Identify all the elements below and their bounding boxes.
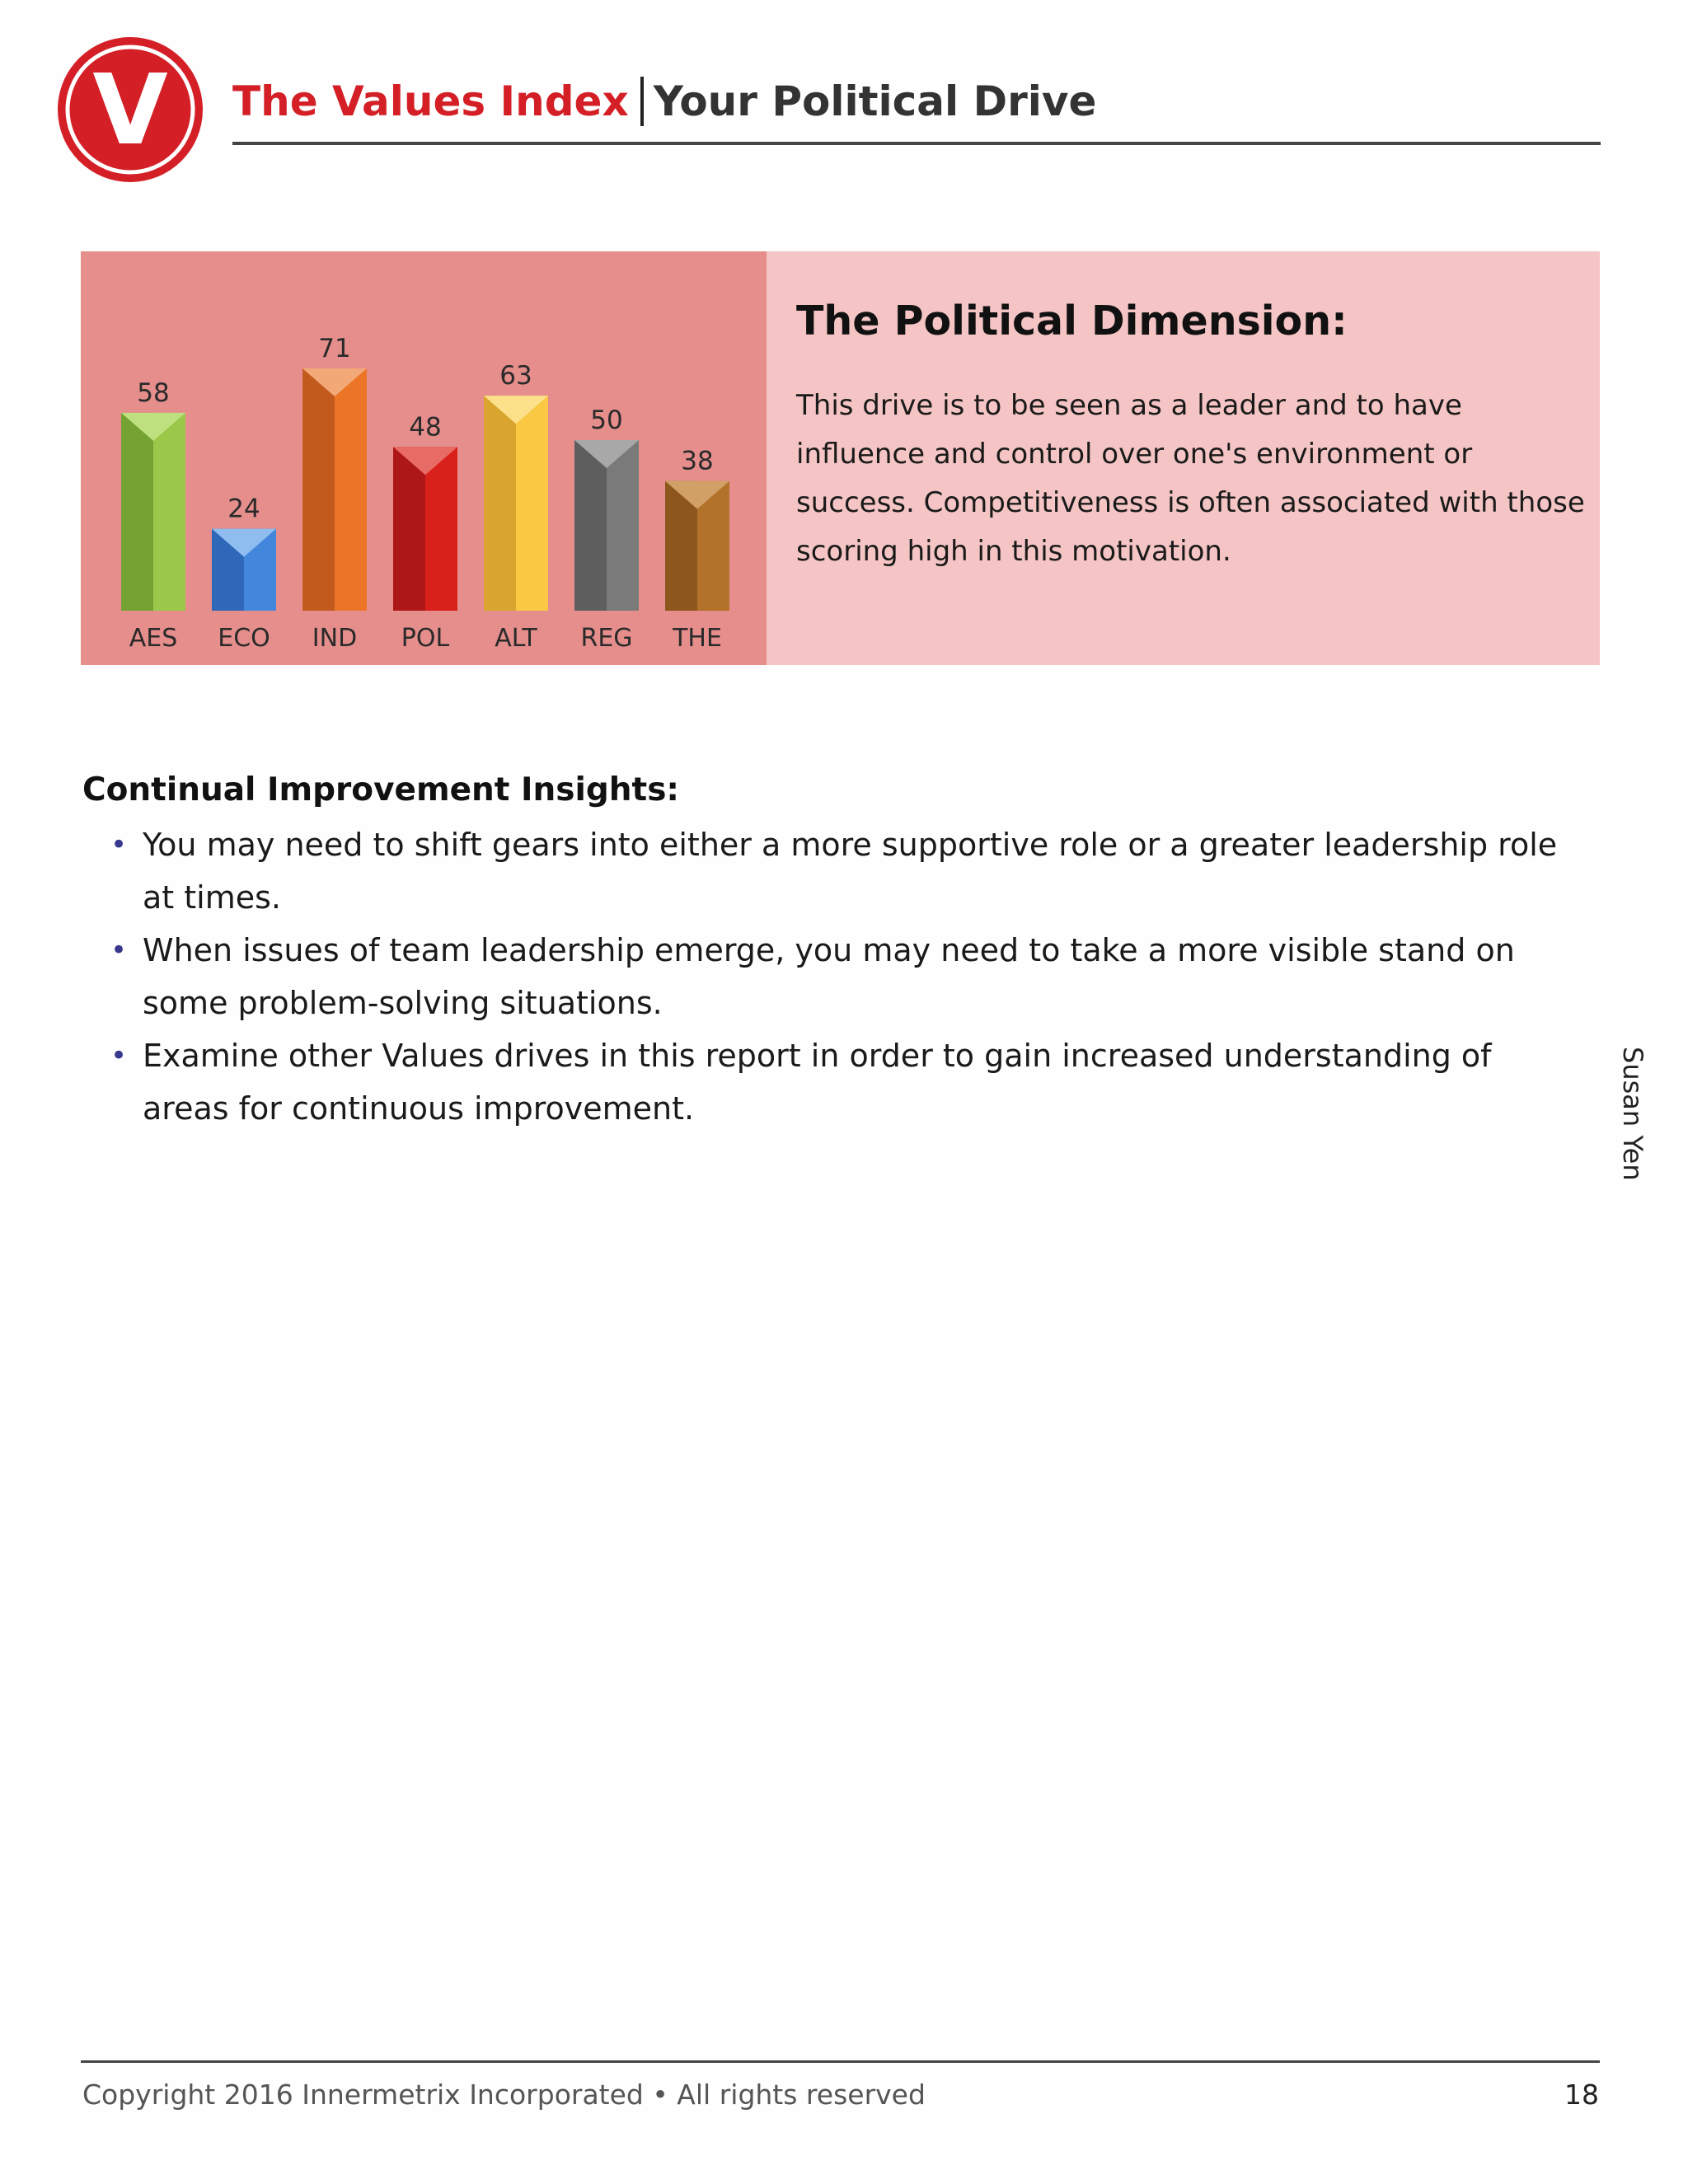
bar-ind-left-face (302, 368, 335, 611)
bar-pol-left-face (393, 447, 425, 611)
bullet-icon: • (110, 828, 128, 861)
values-bar-chart (81, 251, 767, 665)
title-separator (640, 77, 644, 126)
page-number: 18 (1564, 2079, 1599, 2111)
tick-label-the: THE (673, 624, 722, 653)
list-item (82, 1029, 1566, 1135)
tick-label-aes: AES (129, 624, 178, 653)
bar-alt-left-face (484, 396, 516, 611)
values-chart-panel (81, 251, 767, 665)
dimension-heading: The Political Dimension: (796, 298, 1348, 344)
tick-label-pol: POL (401, 624, 450, 653)
insights-list (82, 818, 1566, 1135)
footer-copyright: Copyright 2016 Innermetrix Incorporated • All rights reserved (82, 2079, 926, 2111)
logo-letter: V (92, 53, 168, 166)
section-title: Your Political Drive (653, 77, 1097, 125)
insight-text: You may need to shift gears into either a more supportive role or a greater leadership role at times. (143, 827, 1558, 916)
page-title (232, 76, 1601, 127)
data-label-the: 38 (681, 446, 714, 476)
list-item (82, 924, 1566, 1029)
insight-text: When issues of team leadership emerge, you may need to take a more visible stand on some problem-solving situations. (143, 932, 1515, 1021)
data-label-pol: 48 (409, 412, 442, 443)
tick-label-alt: ALT (495, 624, 537, 653)
bullet-icon: • (110, 934, 128, 967)
tick-label-eco: ECO (218, 624, 270, 653)
dimension-description: This drive is to be seen as a leader and to have influence and control over one's environment or success. Competitiveness is often associated with those scoring high in this motivation. (796, 389, 1585, 568)
bar-alt-right-face (516, 396, 548, 611)
bar-reg-right-face (607, 440, 639, 611)
data-label-ind: 71 (318, 334, 351, 364)
data-label-reg: 50 (590, 405, 623, 435)
data-label-alt: 63 (499, 361, 532, 391)
insight-text: Examine other Values drives in this report in order to gain increased understanding of areas for continuous improvement. (143, 1038, 1492, 1127)
insights-heading: Continual Improvement Insights: (82, 771, 680, 808)
header-divider (232, 142, 1601, 145)
tick-label-reg: REG (580, 624, 633, 653)
bar-aes-left-face (121, 413, 153, 611)
brand-title: The Values Index (232, 77, 629, 125)
footer-divider (81, 2060, 1600, 2063)
respondent-name: Susan Yen (1617, 1047, 1648, 1181)
data-label-aes: 58 (137, 377, 170, 408)
tick-label-ind: IND (312, 624, 358, 653)
values-index-logo (56, 35, 204, 184)
bullet-icon: • (110, 1039, 128, 1072)
bar-aes-right-face (153, 413, 185, 611)
data-label-eco: 24 (227, 494, 260, 524)
bar-pol-right-face (425, 447, 457, 611)
bar-ind-right-face (335, 368, 367, 611)
bar-reg-left-face (574, 440, 607, 611)
list-item (82, 818, 1566, 924)
dimension-panel (767, 251, 1600, 665)
